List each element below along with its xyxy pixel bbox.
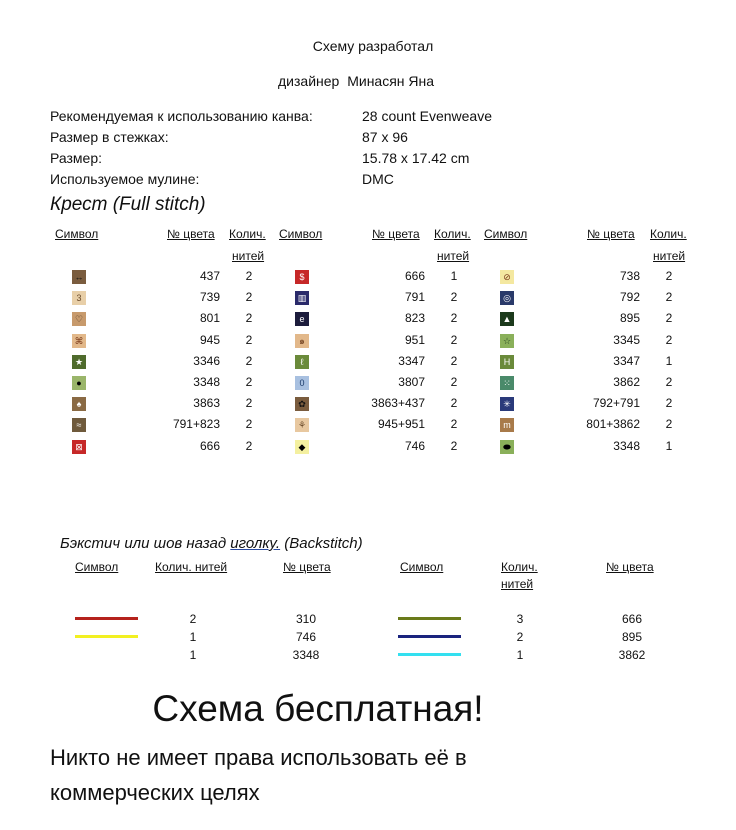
backstitch-color-number: 895 (621, 630, 643, 644)
dmc-color-number: 3807 (398, 375, 425, 389)
info-value: 28 count Evenweave (362, 108, 492, 124)
three-icon: 3 (72, 291, 86, 305)
command-icon: ⌘ (72, 334, 86, 348)
spade-icon: ♠ (72, 397, 86, 411)
backstitch-title (60, 535, 363, 552)
dmc-color-number: 437 (199, 269, 220, 283)
thread-count: 2 (245, 417, 253, 431)
dmc-color-number: 3348 (193, 375, 220, 389)
info-value: 15.78 x 17.42 cm (362, 150, 470, 166)
diamonds-icon: ↔ (72, 270, 86, 284)
info-label: Размер в стежках: (50, 129, 169, 145)
dmc-color-number: 823 (404, 311, 425, 325)
info-label: Размер: (50, 150, 103, 166)
heart-icon: ♡ (72, 312, 86, 326)
dmc-color-number: 895 (619, 311, 640, 325)
thread-count: 1 (665, 354, 673, 368)
copyright-note-line1: Никто не имеет права использовать её в (50, 745, 467, 770)
dmc-color-number: 3863 (193, 396, 220, 410)
bs-header-color: № цвета (283, 560, 331, 574)
dollar-icon: $ (295, 270, 309, 284)
info-value: 87 x 96 (362, 129, 408, 145)
bs-header-count: Колич. нитей (155, 560, 228, 574)
dmc-color-number: 666 (404, 269, 425, 283)
backstitch-thread-count: 3 (516, 612, 524, 626)
backstitch-color-number: 3862 (618, 648, 646, 662)
designer-line (278, 73, 434, 89)
thread-count: 2 (450, 375, 458, 389)
asterisk-icon: ✳ (500, 397, 514, 411)
free-pattern-banner: Схема бесплатная! (152, 688, 484, 729)
thread-count: 2 (665, 311, 673, 325)
dmc-color-number: 3345 (613, 333, 640, 347)
thread-count: 2 (665, 269, 673, 283)
backstitch-line-swatch (75, 617, 138, 620)
backstitch-thread-count: 1 (189, 630, 197, 644)
swirl-icon: ๑ (295, 334, 309, 348)
h-icon: H (500, 355, 514, 369)
thread-count: 2 (450, 290, 458, 304)
thread-count: 2 (245, 333, 253, 347)
thread-count: 2 (245, 311, 253, 325)
header-symbol: Символ (484, 227, 528, 241)
waves-icon: ≈ (72, 418, 86, 432)
thread-count: 2 (665, 290, 673, 304)
designer-name: Минасян Яна (347, 73, 435, 89)
developed-by: Схему разработал (312, 38, 434, 54)
backstitch-title-en: (Backstitch) (280, 535, 363, 552)
thread-count: 2 (665, 396, 673, 410)
dmc-color-number: 791+823 (172, 417, 220, 431)
star-icon: ★ (72, 355, 86, 369)
thread-count: 1 (450, 269, 458, 283)
backstitch-color-number: 3348 (292, 648, 320, 662)
bs-header-symbol: Символ (400, 560, 444, 574)
thread-count: 2 (665, 417, 673, 431)
backstitch-line-swatch (398, 635, 461, 638)
backstitch-thread-count: 2 (516, 630, 524, 644)
crossed-box-icon: ⊠ (72, 440, 86, 454)
outline-star-icon: ☆ (500, 334, 514, 348)
e-icon: e (295, 312, 309, 326)
dmc-color-number: 738 (619, 269, 640, 283)
dmc-color-number: 3862 (613, 375, 640, 389)
thread-count: 2 (665, 375, 673, 389)
leaf-icon: ℓ (295, 355, 309, 369)
dmc-color-number: 739 (199, 290, 220, 304)
backstitch-line-swatch (398, 617, 461, 620)
dmc-color-number: 3346 (193, 354, 220, 368)
backstitch-color-number: 310 (295, 612, 317, 626)
thread-count: 2 (245, 269, 253, 283)
dmc-color-number: 801 (199, 311, 220, 325)
info-label: Рекомендуемая к использованию канва: (50, 108, 313, 124)
pill-icon: ⬬ (500, 440, 514, 454)
thread-count: 1 (665, 439, 673, 453)
backstitch-title-link: иголку. (230, 535, 281, 552)
target-icon: ◎ (500, 291, 514, 305)
thread-count: 2 (245, 354, 253, 368)
dmc-color-number: 3347 (613, 354, 640, 368)
header-symbol: Символ (55, 227, 99, 241)
triangle-icon: ▲ (500, 312, 514, 326)
backstitch-title-text: Бэкстич или шов назад (60, 535, 231, 552)
thread-count: 2 (450, 333, 458, 347)
header-count-threads: нитей (653, 249, 686, 263)
info-label: Используемое мулине: (50, 171, 200, 187)
thread-count: 2 (450, 439, 458, 453)
full-stitch-title: Крест (Full stitch) (50, 194, 206, 215)
header-color: № цвета (167, 227, 215, 241)
dmc-color-number: 3347 (398, 354, 425, 368)
dmc-color-number: 3863+437 (371, 396, 425, 410)
bs-header-color: № цвета (606, 560, 654, 574)
backstitch-line-swatch (75, 635, 138, 638)
bs-header-count: Колич. (501, 560, 538, 574)
dmc-color-number: 951 (404, 333, 425, 347)
dmc-color-number: 801+3862 (586, 417, 640, 431)
thread-count: 2 (450, 396, 458, 410)
header-color: № цвета (372, 227, 420, 241)
bs-header-symbol: Символ (75, 560, 119, 574)
thread-count: 2 (450, 354, 458, 368)
diamond-icon: ◆ (295, 440, 309, 454)
thread-count: 2 (245, 290, 253, 304)
thread-count: 2 (450, 417, 458, 431)
circle-icon: ● (72, 376, 86, 390)
header-symbol: Символ (279, 227, 323, 241)
thread-count: 2 (245, 396, 253, 410)
backstitch-color-number: 666 (621, 612, 643, 626)
thread-count: 2 (245, 375, 253, 389)
dmc-color-number: 3348 (613, 439, 640, 453)
thread-count: 2 (665, 333, 673, 347)
hatch-icon: ▥ (295, 291, 309, 305)
backstitch-thread-count: 1 (189, 648, 197, 662)
header-count: Колич. (650, 227, 687, 241)
header-count: Колич. (434, 227, 471, 241)
dmc-color-number: 792 (619, 290, 640, 304)
dmc-color-number: 792+791 (592, 396, 640, 410)
info-value: DMC (362, 171, 394, 187)
slashed-icon: ⊘ (500, 270, 514, 284)
dmc-color-number: 945 (199, 333, 220, 347)
thread-count: 2 (245, 439, 253, 453)
header-count: Колич. (229, 227, 266, 241)
header-count-threads: нитей (437, 249, 470, 263)
zero-icon: 0 (295, 376, 309, 390)
dmc-color-number: 791 (404, 290, 425, 304)
backstitch-thread-count: 2 (189, 612, 197, 626)
designer-label: дизайнер (278, 73, 340, 89)
grass-icon: ⚘ (295, 418, 309, 432)
backstitch-color-number: 746 (295, 630, 317, 644)
bs-header-count-threads: нитей (501, 577, 534, 591)
dmc-color-number: 945+951 (377, 417, 425, 431)
header-color: № цвета (587, 227, 635, 241)
dmc-color-number: 666 (199, 439, 220, 453)
backstitch-line-swatch (398, 653, 461, 656)
dmc-color-number: 746 (404, 439, 425, 453)
copyright-note-line2: коммерческих целях (50, 780, 260, 805)
m-icon: m (500, 418, 514, 432)
thread-count: 2 (450, 311, 458, 325)
backstitch-thread-count: 1 (516, 648, 524, 662)
header-count-threads: нитей (232, 249, 265, 263)
flower-icon: ✿ (295, 397, 309, 411)
dots-icon: ⁙ (500, 376, 514, 390)
